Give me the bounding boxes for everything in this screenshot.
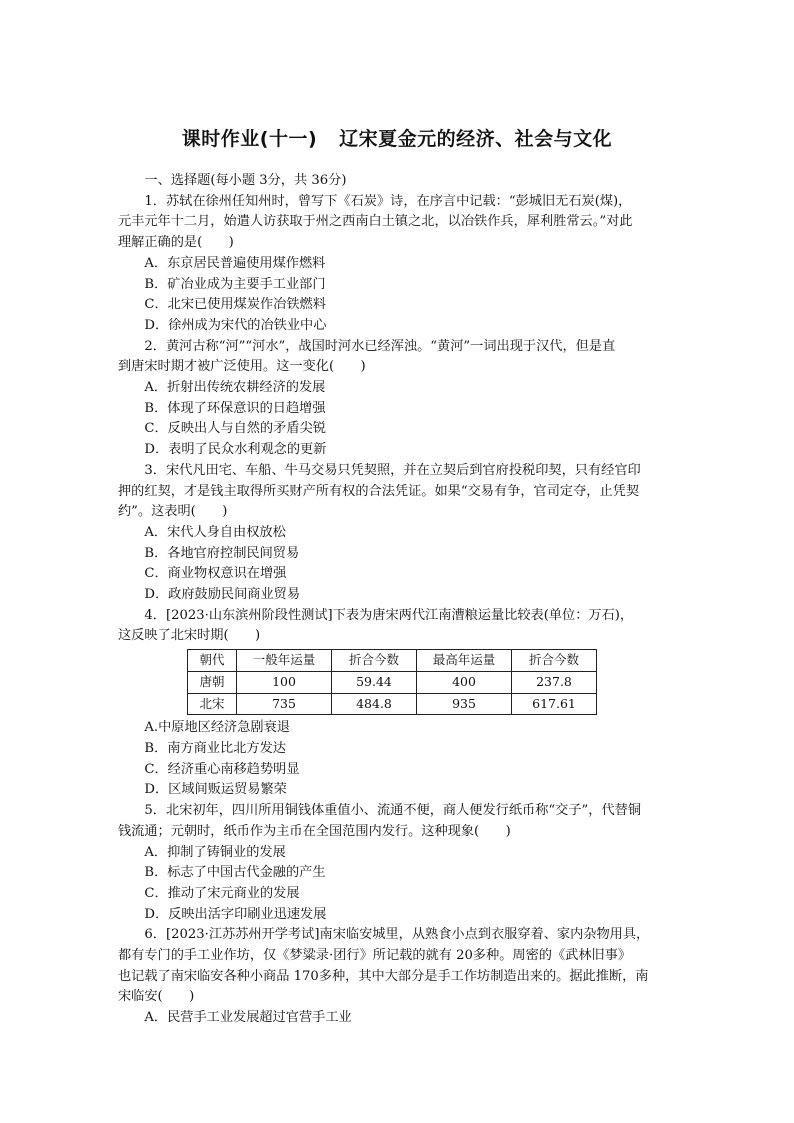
option-a: A．折射出传统农耕经济的发展 [144,380,326,396]
question-stem-line: 4．[2023·山东滨州阶段性测试]下表为唐宋两代江南漕粮运量比较表(单位：万石)， [144,607,634,623]
question-stem-line: 5．北宋初年，四川所用铜钱体重值小、流通不便，商人便发行纸币称“交子”，代替铜 [144,803,642,819]
table-cell: 735 [237,693,332,715]
table-row [188,693,597,715]
question-stem-line: 都有专门的手工业作坊，仅《梦粱录·团行》所记载的就有 20多种。周密的《武林旧事》 [118,948,632,964]
question-stem-line: 3．宋代凡田宅、车船、牛马交易只凭契照，并在立契后到官府投税印契，只有经官印 [144,462,641,478]
question-stem-line: 钱流通；元朝时，纸币作为主币在全国范围内发行。这种现象( ) [118,823,511,839]
title-lesson: 课时作业(十一) [181,128,318,150]
question-stem-line: 这反映了北宋时期( ) [118,628,261,644]
question-1 [118,192,678,337]
question-stem-line: 元丰元年十二月，始遣人访获取于州之西南白土镇之北，以冶铁作兵，犀利胜常云。”对此 [118,214,633,230]
question-stem-line: 理解正确的是( ) [118,235,234,251]
table-cell: 北宋 [188,693,237,715]
question-stem-line: 1．苏轼在徐州任知州时，曾写下《石炭》诗，在序言中记载：“彭城旧无石炭(煤)， [144,193,632,209]
table-header-cell: 折合今数 [332,650,417,672]
table-header-cell: 朝代 [188,650,237,672]
option-c: C．反映出人与自然的矛盾尖锐 [144,421,326,437]
table-header-cell: 折合今数 [512,650,597,672]
question-4 [118,606,678,801]
option-b: B．体现了环保意识的日趋增强 [144,400,326,416]
question-stem-line: 2．黄河古称“河”“河水”，战国时河水已经浑浊。“黄河”一词出现于汉代，但是直 [144,338,616,354]
table-cell: 100 [237,671,332,693]
option-c: C．商业物权意识在增强 [144,566,287,582]
option-a: A．宋代人身自由权放松 [144,524,286,540]
question-6 [118,925,678,1029]
question-5 [118,801,678,925]
question-list [118,171,678,1029]
question-2 [118,337,678,461]
table-row [188,671,597,693]
question-stem-line: 宋临安( ) [118,989,195,1005]
option-b: B．南方商业比北方发达 [144,740,286,756]
option-d: D．政府鼓励民间商业贸易 [144,587,301,603]
table-cell: 唐朝 [188,671,237,693]
option-b: B．标志了中国古代金融的产生 [144,865,326,881]
table-cell: 484.8 [332,693,417,715]
question-stem-line: 到唐宋时期才被广泛使用。这一变化( ) [118,359,366,375]
table-header-cell: 一般年运量 [237,650,332,672]
grain-transport-table [187,649,597,715]
question-3 [118,461,678,606]
title-topic: 辽宋夏金元的经济、社会与文化 [339,128,613,150]
option-c: C．推动了宋元商业的发展 [144,885,300,901]
option-b: B．各地官府控制民间贸易 [144,545,300,561]
question-stem-line: 约”。这表明( ) [118,504,228,520]
option-b: B．矿冶业成为主要手工业部门 [144,276,326,292]
page-title [0,124,794,151]
option-a: A.中原地区经济急剧衰退 [144,720,290,736]
section-heading: 一、选择题(每小题 3分，共 36分) [144,173,347,188]
table-header-cell: 最高年运量 [417,650,512,672]
option-d: D．徐州成为宋代的冶铁业中心 [144,317,327,333]
option-a: A．抑制了铸铜业的发展 [144,844,286,860]
table-cell: 59.44 [332,671,417,693]
table-cell: 617.61 [512,693,597,715]
option-a: A．民营手工业发展超过官营手工业 [144,1010,352,1026]
option-d: D．反映出活字印刷业迅速发展 [144,906,327,922]
option-d: D．表明了民众水利观念的更新 [144,442,327,458]
option-c: C．经济重心南移趋势明显 [144,761,300,777]
question-stem-line: 6．[2023·江苏苏州开学考试]南宋临安城里，从熟食小点到衣服穿着、家内杂物用具， [144,927,650,943]
question-stem-line: 也记载了南宋临安各种小商品 170多种，其中大部分是手工作坊制造出来的。据此推断，南 [118,968,649,984]
table-cell: 935 [417,693,512,715]
table-cell: 237.8 [512,671,597,693]
option-d: D．区域间贩运贸易繁荣 [144,782,287,798]
question-stem-line: 押的红契，才是钱主取得所买财产所有权的合法凭证。如果“交易有争，官司定夺，止凭契 [118,483,640,499]
table-header-row [188,650,597,672]
option-c: C．北宋已使用煤炭作冶铁燃料 [144,297,326,313]
table-cell: 400 [417,671,512,693]
option-a: A．东京居民普遍使用煤作燃料 [144,255,326,271]
